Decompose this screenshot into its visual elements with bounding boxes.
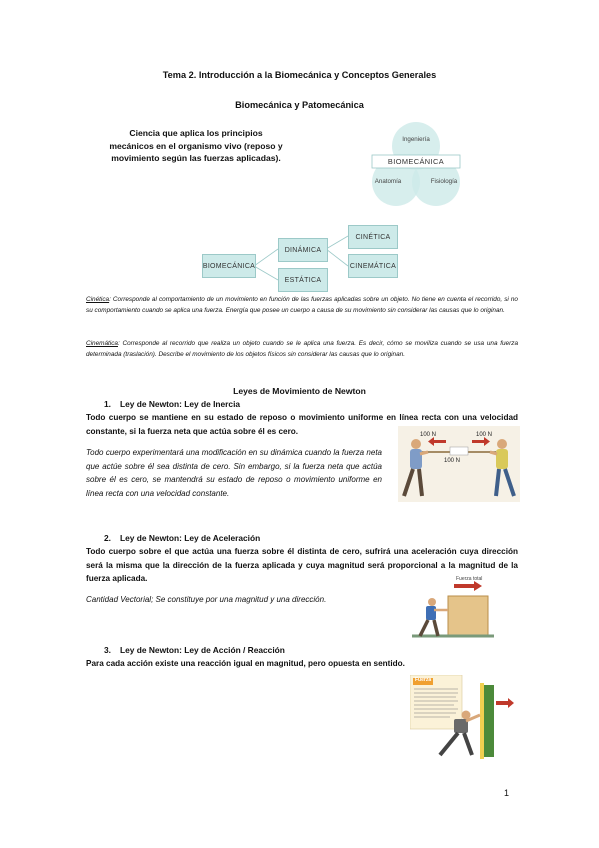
push-wall-figure bbox=[410, 675, 518, 761]
cinematica-paragraph bbox=[86, 338, 518, 360]
tug-label-left: 100 N bbox=[420, 432, 437, 438]
tree-node-dinamica: DINÁMICA bbox=[278, 238, 328, 262]
law1-italic: Todo cuerpo experimentará una modificación en su dinámica cuando la fuerza neta que actúe sobre él sea distinta de cero. Sin embargo, si la fuerza neta que actúa sobre él es cero, se mantendrá su estado de reposo o movimiento uniforme en línea recta con una velocidad constante. bbox=[86, 448, 382, 498]
document-subtitle: Biomecánica y Patomecánica bbox=[235, 100, 364, 110]
law3-text: Para cada acción existe una reacción igual en magnitud, pero opuesta en sentido. bbox=[86, 659, 405, 668]
biomechanics-tree-diagram bbox=[200, 220, 405, 292]
cinetica-text: : Corresponde al comportamiento de un movimiento en función de las fuerzas aplicadas sobre un objeto. No tiene en cuenta el recorrido, si no su comportamiento cuando se aplica una fuerza. Energía que posee un cuerpo a causa de su movimiento sin considerar las causas que lo originan. bbox=[86, 296, 518, 314]
tug-label-center: 100 N bbox=[444, 458, 461, 464]
tug-of-war-illustration bbox=[398, 426, 520, 502]
law3-heading bbox=[104, 645, 285, 655]
page-number: 1 bbox=[504, 788, 510, 798]
venn-label-left: Anatomía bbox=[374, 178, 402, 185]
cinetica-paragraph bbox=[86, 294, 518, 316]
venn-label-right: Fisiología bbox=[430, 178, 458, 185]
law2-text: Todo cuerpo sobre el que actúa una fuerza sobre él distinta de cero, sufrirá una aceleración cuya dirección será la misma que la dirección de la fuerza aplicada y cuya magnitud será proporcional a la magnitud de la fuerza aplicada. bbox=[86, 547, 518, 583]
biomechanics-definition: Ciencia que aplica los principios mecánicos en el organismo vivo (reposo y movimiento según las fuerzas aplicadas). bbox=[109, 128, 283, 164]
push-wall-illustration bbox=[410, 675, 518, 761]
cinematica-text: : Corresponde al recorrido que realiza un objeto cuando se le aplica una fuerza. Es decir, cómo se moviliza cuando se usa una fuerza determinada (traslación). Describe el movimiento de los objetos físicos sin considerar las causas que lo originan. bbox=[86, 340, 518, 358]
cinetica-term: Cinética bbox=[86, 296, 110, 303]
law3-title: Ley de Newton: Ley de Acción / Reacción bbox=[120, 645, 285, 655]
law2-title: Ley de Newton: Ley de Aceleración bbox=[120, 533, 261, 543]
push-box-figure bbox=[412, 576, 494, 642]
law1-number: 1. bbox=[104, 399, 111, 409]
cinematica-term: Cinemática bbox=[86, 340, 118, 347]
law3-number: 3. bbox=[104, 645, 111, 655]
push-box-label: Fuerza total bbox=[456, 576, 483, 582]
tree-node-cinetica: CINÉTICA bbox=[348, 225, 398, 249]
document-title: Tema 2. Introducción a la Biomecánica y Conceptos Generales bbox=[162, 70, 437, 80]
law2-heading bbox=[104, 533, 260, 543]
tug-of-war-figure bbox=[398, 426, 520, 502]
law2-italic: Cantidad Vectorial; Se constituye por una magnitud y una dirección. bbox=[86, 595, 327, 604]
tree-node-cinematica: CINEMÁTICA bbox=[348, 254, 398, 278]
venn-diagram bbox=[362, 120, 470, 212]
law1-title: Ley de Newton: Ley de Inercia bbox=[120, 399, 241, 409]
newton-section-title: Leyes de Movimiento de Newton bbox=[233, 386, 366, 396]
venn-svg bbox=[362, 120, 470, 212]
venn-label-top: Ingeniería bbox=[402, 136, 430, 143]
tug-label-right: 100 N bbox=[476, 432, 493, 438]
push-box-illustration bbox=[412, 576, 494, 642]
tree-node-biomecanica: BIOMECÁNICA bbox=[202, 254, 256, 278]
tree-node-estatica: ESTÁTICA bbox=[278, 268, 328, 292]
venn-label-center: BIOMECÁNICA bbox=[387, 157, 445, 166]
law1-heading bbox=[104, 399, 240, 409]
push-wall-label: Fuerza bbox=[415, 677, 432, 683]
law1-text: Todo cuerpo se mantiene en su estado de reposo o movimiento uniforme en línea recta con una velocidad constante, si la fuerza neta que actúa sobre él es cero. bbox=[86, 413, 518, 436]
law2-number: 2. bbox=[104, 533, 111, 543]
